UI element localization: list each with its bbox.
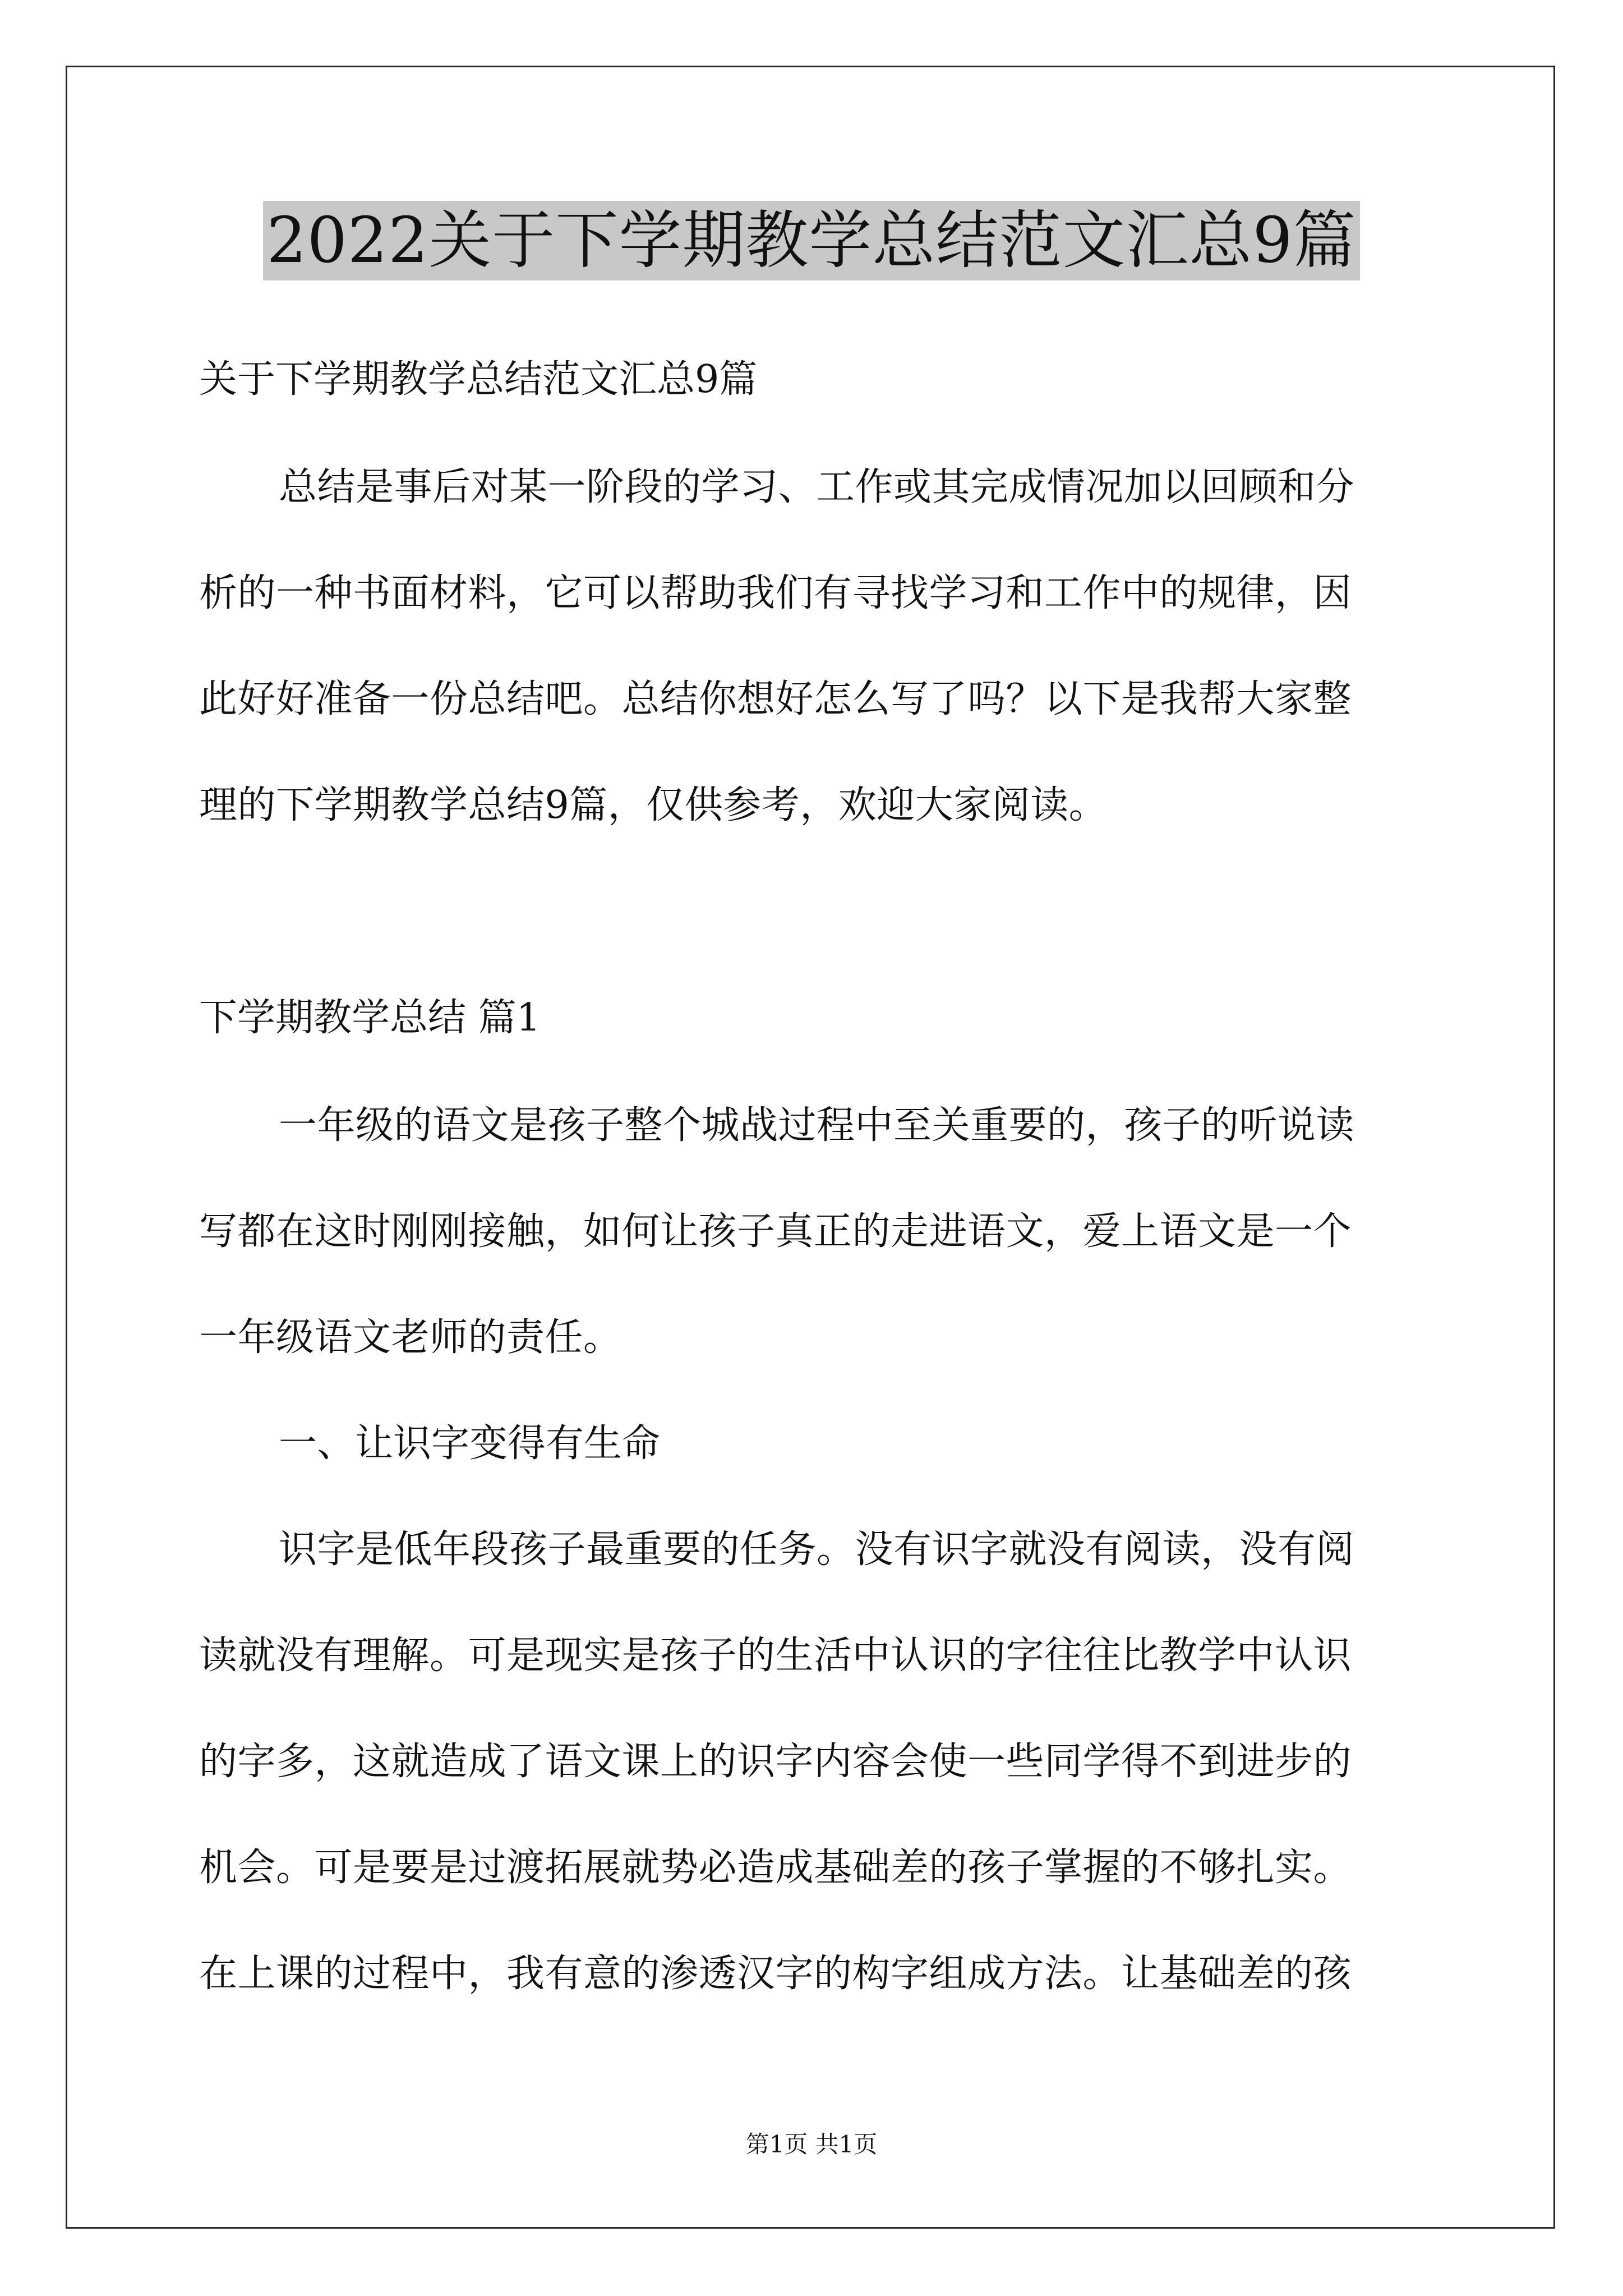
section-para2-line-4: 机会。可是要是过渡拓展就势必造成基础差的孩子掌握的不够扎实。 [199,1846,1352,1890]
section-para1-line-2: 写都在这时刚刚接触，如何让孩子真正的走进语文，爱上语文是一个 [199,1209,1352,1254]
intro-line-1: 总结是事后对某一阶段的学习、工作或其完成情况加以回顾和分 [279,465,1355,509]
section-para2-line-5: 在上课的过程中，我有意的渗透汉字的构字组成方法。让基础差的孩 [199,1952,1352,1996]
document-subtitle: 关于下学期教学总结范文汇总9篇 [199,357,758,402]
section-para2-line-2: 读就没有理解。可是现实是孩子的生活中认识的字往往比教学中认识 [199,1634,1352,1678]
section-para1-line-3: 一年级语文老师的责任。 [199,1315,622,1360]
intro-line-3: 此好好准备一份总结吧。总结你想好怎么写了吗？以下是我帮大家整 [199,677,1352,721]
page-footer: 第1页 共1页 [745,2131,878,2158]
intro-line-2: 析的一种书面材料，它可以帮助我们有寻找学习和工作中的规律，因 [199,571,1352,615]
section-para2-line-1: 识字是低年段孩子最重要的任务。没有识字就没有阅读，没有阅 [279,1527,1355,1572]
subheading: 一、让识字变得有生命 [279,1421,661,1466]
section-para2-line-3: 的字多，这就造成了语文课上的识字内容会使一些同学得不到进步的 [199,1740,1352,1784]
section-para1-line-1: 一年级的语文是孩子整个城战过程中至关重要的，孩子的听说读 [279,1103,1355,1148]
intro-line-4: 理的下学期教学总结9篇，仅供参考，欢迎大家阅读。 [199,783,1108,827]
document-title: 2022关于下学期教学总结范文汇总9篇 [263,201,1359,280]
title-container [0,201,1623,280]
section-heading: 下学期教学总结 篇1 [199,996,541,1040]
